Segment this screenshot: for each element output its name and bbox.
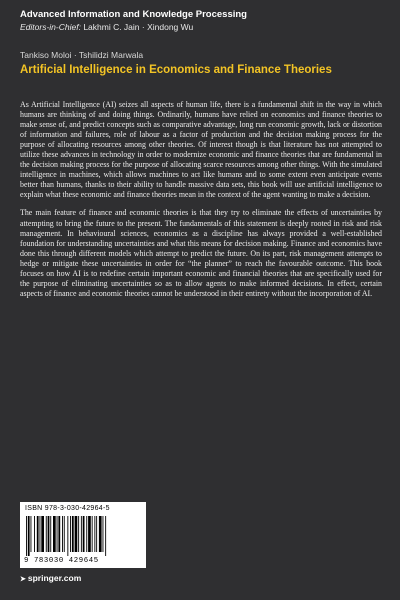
barcode-bar bbox=[50, 516, 51, 552]
barcode-bar bbox=[62, 516, 63, 552]
barcode-digits: 9 783030 429645 bbox=[24, 557, 99, 565]
barcode-box bbox=[20, 502, 146, 568]
barcode-bar bbox=[48, 516, 50, 552]
barcode-bar bbox=[81, 516, 82, 552]
book-title: Artificial Intelligence in Economics and Finance Theories bbox=[20, 64, 332, 76]
authors: Tankiso Moloi · Tshilidzi Marwala bbox=[20, 50, 144, 60]
barcode-icon bbox=[26, 516, 140, 556]
editors-line bbox=[20, 22, 193, 32]
barcode-bar bbox=[57, 516, 58, 552]
barcode-bar bbox=[86, 516, 87, 552]
barcode-bar bbox=[92, 516, 93, 552]
barcode-bar bbox=[41, 516, 44, 552]
barcode-bar bbox=[96, 516, 97, 552]
editors-prefix: Editors-in-Chief: bbox=[20, 22, 81, 32]
barcode-bar bbox=[34, 516, 35, 552]
barcode-bar bbox=[67, 516, 68, 556]
barcode-bar bbox=[83, 516, 85, 552]
barcode-bar bbox=[64, 516, 65, 552]
arrow-icon: ➤ bbox=[20, 576, 26, 583]
editors-names: Lakhmi C. Jain · Xindong Wu bbox=[83, 22, 194, 32]
barcode-bar bbox=[46, 516, 47, 552]
blurb-paragraph-1: As Artificial Intelligence (AI) seizes all aspects of human life, there is a fundamental shift in the way in which humans are thinking of and doing things. Ordinarily, humans have relied on economics and finance theories to make sense of, and predict concepts such as comparative advantage, long run economic growth, lack or distortion of information and failures, role of labour as a factor of production and the decision making process for the purpose of allocating resources among other theories. Of interest though is that literature has not attempted to utilize these advances in technology in order to modernize economic and finance theories that are fundamental in the decision making process for the purpose of allocating scarce resources among other things. With the simulated intelligence in machines, which allows machines to act like humans and to some extent even anticipate events better than humans, thanks to their ability to handle massive data sets, this book will use artificial intelligence to explain what these economic and finance theories mean in the context of the agent wanting to make a decision. bbox=[20, 100, 382, 200]
barcode-bar bbox=[58, 516, 60, 552]
barcode-bar bbox=[94, 516, 95, 552]
barcode-bar bbox=[78, 516, 79, 552]
barcode-bar bbox=[26, 516, 27, 556]
publisher-url: springer.com bbox=[27, 573, 82, 583]
barcode-bar bbox=[99, 516, 102, 552]
barcode-bar bbox=[28, 516, 30, 556]
publisher-link[interactable] bbox=[20, 573, 81, 583]
barcode-bar bbox=[40, 516, 41, 552]
barcode-bar bbox=[75, 516, 78, 552]
back-cover-blurb bbox=[20, 100, 382, 307]
barcode-bar bbox=[88, 516, 91, 552]
barcode-bar bbox=[72, 516, 74, 552]
barcode-bar bbox=[53, 516, 56, 552]
barcode-bar bbox=[37, 516, 39, 552]
barcode-bar bbox=[105, 516, 106, 556]
barcode-bar bbox=[103, 516, 104, 552]
series-title: Advanced Information and Knowledge Processing bbox=[20, 9, 247, 20]
barcode-bar bbox=[70, 516, 71, 552]
barcode-bar bbox=[31, 516, 32, 552]
blurb-paragraph-2: The main feature of finance and economic theories is that they try to eliminate the effects of uncertainties by attempting to bring the future to the present. The fundamentals of this statement is deeply rooted in risk and risk management. In behavioural sciences, economics as a discipline has always provided a well-established foundation for understanding uncertainties and what this means for decision making. Finance and economics have done this through different models which attempt to predict the future. On its part, risk management attempts to hedge or mitigate these uncertainties in order for “the planner” to reach the favourable outcome. This book focuses on how AI is to redefine certain important economic and financial theories that are specifically used for the purpose of eliminating uncertainties so as to allow agents to make informed decisions. In effect, certain aspects of finance and economic theories cannot be understood in their entirety without the incorporation of AI. bbox=[20, 208, 382, 298]
isbn-label: ISBN 978-3-030-42964-5 bbox=[25, 505, 110, 512]
